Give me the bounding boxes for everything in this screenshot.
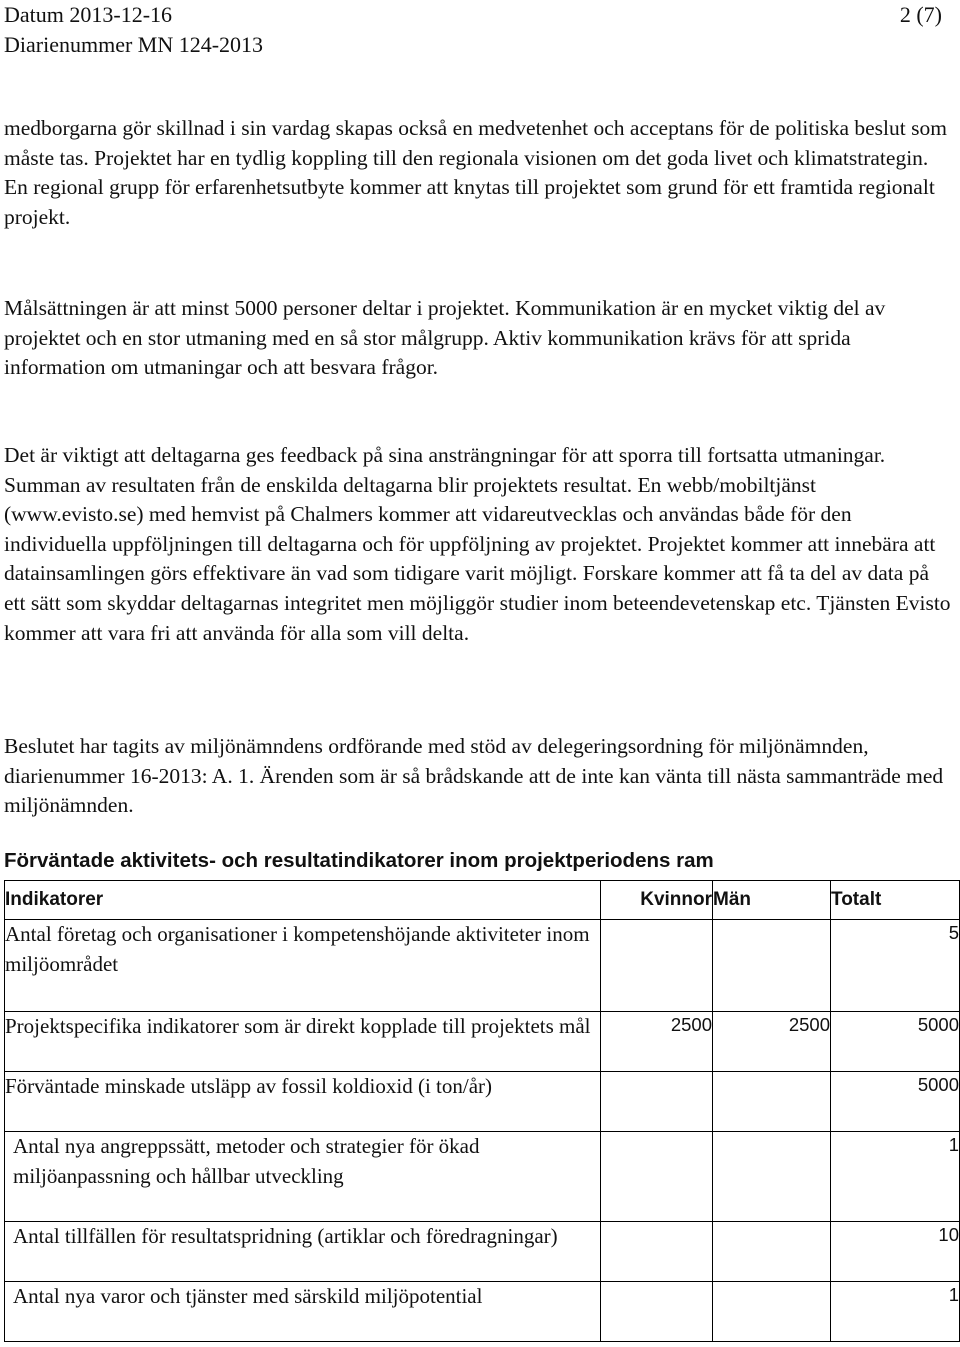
column-header-women: Kvinnor [601, 881, 713, 920]
table-row [5, 1132, 960, 1222]
women-value [601, 1222, 713, 1282]
men-value [713, 1072, 831, 1132]
women-value [601, 1132, 713, 1222]
women-value [601, 1282, 713, 1342]
table-row [5, 1012, 960, 1072]
table-row [5, 1072, 960, 1132]
men-value [713, 1132, 831, 1222]
document-header [4, 0, 263, 60]
paragraph-1: medborgarna gör skillnad i sin vardag skapas också en medvetenhet och acceptans för de politiska beslut som måste tas. Projektet har en tydlig koppling till den regionala visionen om det goda livet och klimatstrategin. En regional grupp för erfarenhetsutbyte kommer att knytas till projektet som grund för ett framtida regionalt projekt. [4, 116, 947, 229]
header-date: Datum 2013-12-16 [4, 2, 173, 27]
total-value: 10 [831, 1222, 960, 1282]
total-value: 5000 [831, 1012, 960, 1072]
women-value [601, 920, 713, 1012]
men-value [713, 920, 831, 1012]
total-value: 5 [831, 920, 960, 1012]
indicator-label: Antal tillfällen för resultatspridning (artiklar och föredragningar) [5, 1222, 601, 1282]
women-value [601, 1072, 713, 1132]
indicator-label: Förväntade minskade utsläpp av fossil koldioxid (i ton/år) [5, 1072, 601, 1132]
men-value [713, 1222, 831, 1282]
total-value: 1 [831, 1282, 960, 1342]
table-header-row [5, 881, 960, 920]
indicator-label: Antal nya angreppssätt, metoder och strategier för ökad miljöanpassning och hållbar utveckling [5, 1132, 601, 1222]
header-diary-number: Diarienummer MN 124-2013 [4, 32, 264, 57]
total-value: 5000 [831, 1072, 960, 1132]
table-row [5, 920, 960, 1012]
men-value: 2500 [713, 1012, 831, 1072]
page-number: 2 (7) [899, 2, 942, 27]
paragraph-2: Målsättningen är att minst 5000 personer deltar i projektet. Kommunikation är en mycket viktig del av projektet och en stor utmaning med en så stor målgrupp. Aktiv kommunikation krävs för att sprida information om utmaningar och att besvara frågor. [4, 296, 886, 380]
paragraph-4: Beslutet har tagits av miljönämndens ordförande med stöd av delegeringsordning för miljönämnden, diarienummer 16-2013: A. 1. Ärenden som är så brådskande att de inte kan vänta till nästa sammanträde med miljönämnden. [4, 734, 944, 818]
paragraph-3: Det är viktigt att deltagarna ges feedback på sina ansträngningar för att sporra till fortsatta utmaningar. Summan av resultaten från de enskilda deltagarna blir projektets resultat. En webb/mobiltjänst (www.evisto.se) med hemvist på Chalmers kommer att vidareutvecklas och användas både för den individuella uppföljningen till deltagarna och för uppföljning av projektet. Projektet kommer att innebära att datainsamlingen görs effektivare än vad som tidigare varit möjligt. Forskare kommer att få ta del av data på ett sätt som skyddar deltagarnas integritet men möjliggör studier inom beteendevetenskap etc. Tjänsten Evisto kommer att vara fri att använda för alla som vill delta. [4, 443, 951, 645]
indicator-label: Antal nya varor och tjänster med särskild miljöpotential [5, 1282, 601, 1342]
total-value: 1 [831, 1132, 960, 1222]
column-header-indicator: Indikatorer [5, 881, 601, 920]
table-row [5, 1282, 960, 1342]
indicator-label: Projektspecifika indikatorer som är direkt kopplade till projektets mål [5, 1012, 601, 1072]
column-header-total: Totalt [831, 881, 960, 920]
indicator-label: Antal företag och organisationer i kompetenshöjande aktiviteter inom miljöområdet [5, 920, 601, 1012]
section-heading: Förväntade aktivitets- och resultatindikatorer inom projektperiodens ram [4, 849, 714, 872]
column-header-men: Män [713, 881, 831, 920]
men-value [713, 1282, 831, 1342]
women-value: 2500 [601, 1012, 713, 1072]
indicator-table [4, 880, 960, 1342]
table-row [5, 1222, 960, 1282]
